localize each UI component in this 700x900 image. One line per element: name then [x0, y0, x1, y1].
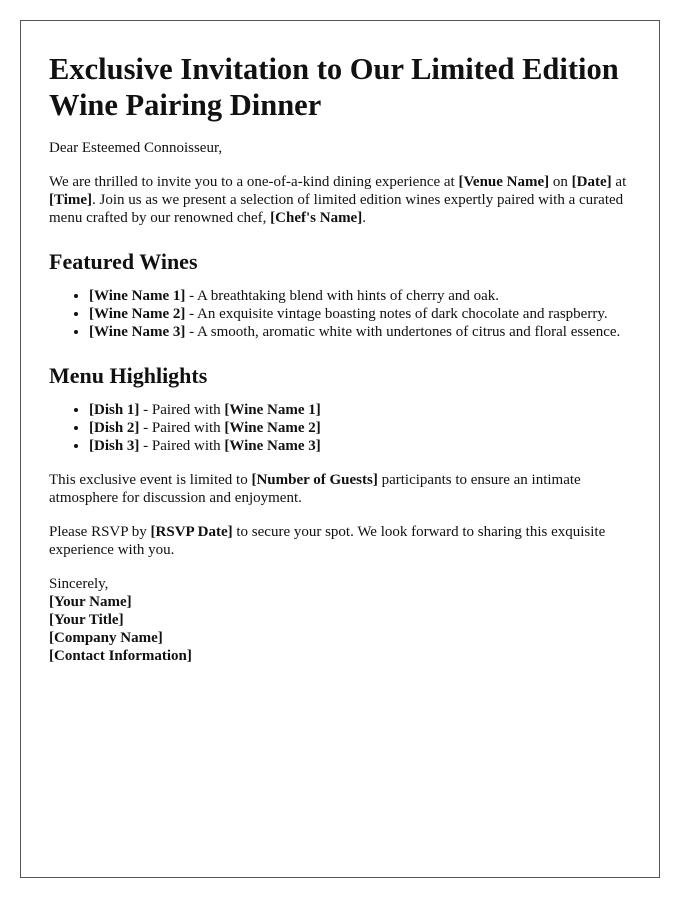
rsvp-paragraph [49, 523, 631, 559]
menu-highlights-list [49, 401, 631, 455]
signature-contact: [Contact Information] [49, 648, 192, 664]
pairing-text: - Paired with [139, 402, 225, 418]
guests-text-2: participants to ensure an intimate atmosphere for discussion and enjoyment. [49, 472, 581, 506]
intro-paragraph [49, 173, 631, 227]
intro-text-5: . [362, 210, 366, 226]
guests-text-1: This exclusive event is limited to [49, 472, 252, 488]
rsvp-text-2: to secure your spot. We look forward to sharing this exquisite experience with you. [49, 524, 606, 558]
signature-company: [Company Name] [49, 630, 163, 646]
list-item [89, 401, 631, 419]
wine-description: - A smooth, aromatic white with undertones of citrus and floral essence. [185, 324, 621, 340]
list-item [89, 419, 631, 437]
paired-wine: [Wine Name 1] [224, 402, 321, 418]
intro-text-4: . Join us as we present a selection of limited edition wines expertly paired with a curated menu crafted by our renowned chef, [49, 192, 624, 226]
signature-name: [Your Name] [49, 594, 132, 610]
dish-name: [Dish 3] [89, 438, 140, 454]
pairing-text: - Paired with [139, 420, 225, 436]
wine-description: - A breathtaking blend with hints of cherry and oak. [185, 288, 500, 304]
closing-salutation: Sincerely, [49, 576, 109, 592]
signature-title: [Your Title] [49, 612, 124, 628]
letter-page [20, 20, 660, 878]
menu-highlights-heading: Menu Highlights [49, 363, 208, 388]
pairing-text: - Paired with [139, 438, 225, 454]
time-placeholder: [Time] [49, 192, 93, 208]
signature-block [49, 575, 631, 665]
list-item [89, 323, 631, 341]
list-item [89, 305, 631, 323]
wine-name: [Wine Name 3] [89, 324, 186, 340]
featured-wines-list [49, 287, 631, 341]
dish-name: [Dish 1] [89, 402, 140, 418]
dish-name: [Dish 2] [89, 420, 140, 436]
intro-text-1: We are thrilled to invite you to a one-of-a-kind dining experience at [49, 174, 459, 190]
intro-text-2: on [549, 174, 572, 190]
venue-placeholder: [Venue Name] [458, 174, 550, 190]
guest-count-placeholder: [Number of Guests] [251, 472, 378, 488]
featured-wines-heading: Featured Wines [49, 249, 198, 274]
list-item [89, 287, 631, 305]
guests-paragraph [49, 471, 631, 507]
letter-title: Exclusive Invitation to Our Limited Edition Wine Pairing Dinner [49, 52, 619, 122]
intro-text-3: at [611, 174, 627, 190]
rsvp-text-1: Please RSVP by [49, 524, 151, 540]
chef-placeholder: [Chef's Name] [270, 210, 363, 226]
rsvp-date-placeholder: [RSVP Date] [150, 524, 233, 540]
wine-description: - An exquisite vintage boasting notes of dark chocolate and raspberry. [185, 306, 608, 322]
paired-wine: [Wine Name 2] [224, 420, 321, 436]
wine-name: [Wine Name 2] [89, 306, 186, 322]
wine-name: [Wine Name 1] [89, 288, 186, 304]
list-item [89, 437, 631, 455]
date-placeholder: [Date] [571, 174, 612, 190]
paired-wine: [Wine Name 3] [224, 438, 321, 454]
greeting: Dear Esteemed Connoisseur, [49, 140, 223, 156]
